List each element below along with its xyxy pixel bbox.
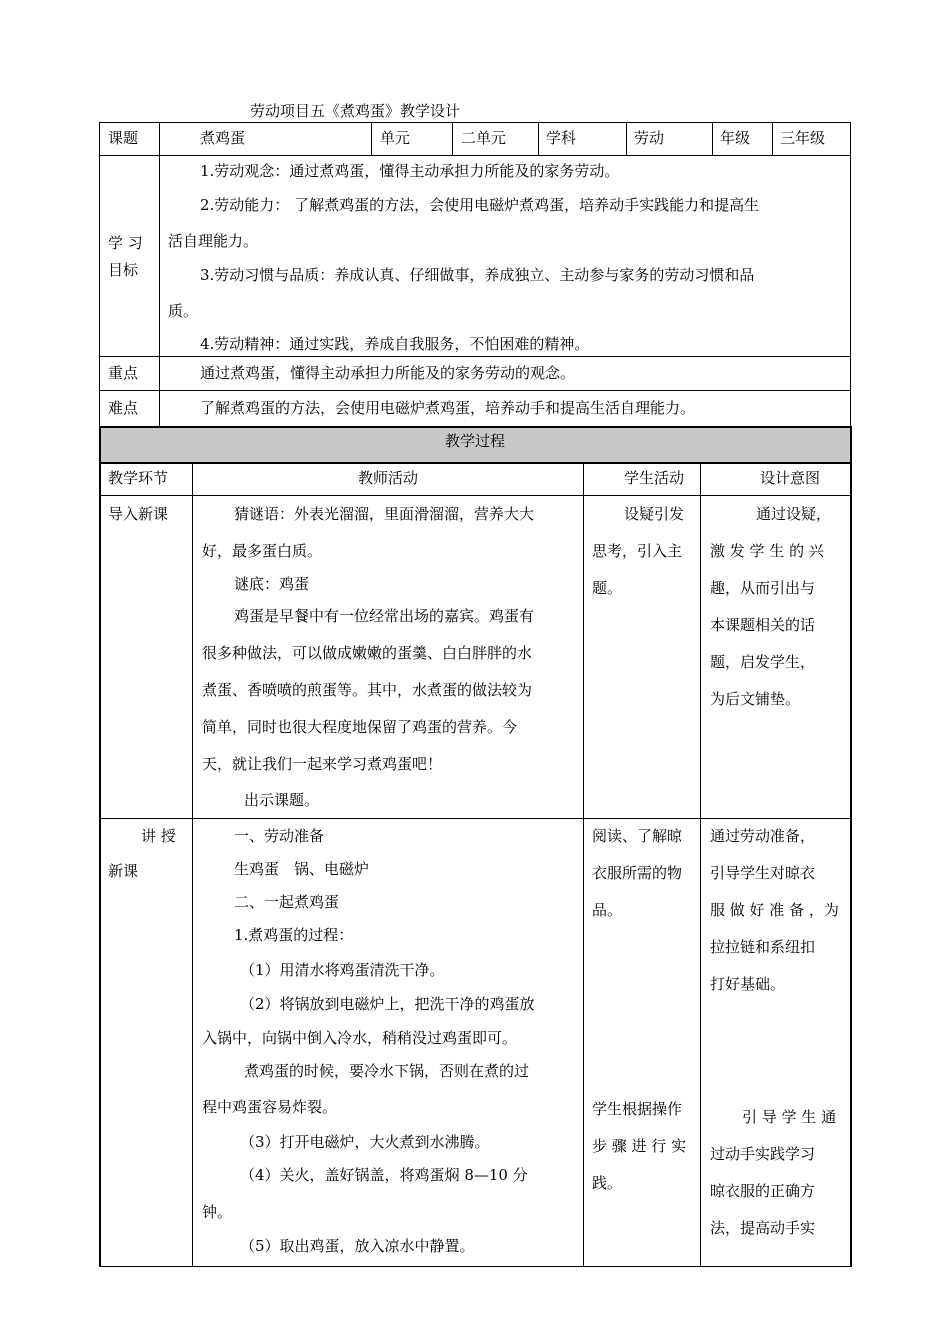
- document-title: 劳动项目五《煮鸡蛋》教学设计: [250, 102, 461, 120]
- lesson-teacher-line: （1）用清水将鸡蛋清洗干净。: [240, 961, 445, 979]
- lesson-intent-line: 拉拉链和系纽扣: [710, 938, 816, 956]
- objective-line: 4.劳动精神：通过实践，养成自我服务，不怕困难的精神。: [200, 335, 590, 353]
- label-key-point: 重点: [108, 364, 139, 382]
- process-title: 教学过程: [444, 432, 505, 450]
- lesson-intent-line: 引 导 学 生 通: [742, 1108, 837, 1126]
- lesson-teacher-line: 生鸡蛋 锅、电磁炉: [234, 860, 370, 878]
- column-header-intent: 设计意图: [760, 469, 821, 487]
- lesson-intent-line: 晾衣服的正确方: [710, 1182, 816, 1200]
- intro-teacher-line: 煮蛋、香喷喷的煎蛋等。其中，水煮蛋的做法较为: [202, 681, 533, 699]
- column-header-student: 学生活动: [624, 469, 685, 487]
- column-header-teacher: 教师活动: [357, 469, 418, 487]
- objective-line: 1.劳动观念：通过煮鸡蛋，懂得主动承担力所能及的家务劳动。: [200, 162, 620, 180]
- unit-value: 二单元: [461, 129, 507, 147]
- label-unit: 单元: [380, 129, 411, 147]
- intro-teacher-line: 很多种做法，可以做成嫩嫩的蛋羹、白白胖胖的水: [202, 644, 533, 662]
- intro-teacher-line: 好，最多蛋白质。: [202, 542, 323, 560]
- lesson-teacher-line: 煮鸡蛋的时候，要冷水下锅，否则在煮的过: [244, 1062, 530, 1080]
- lesson-teacher-line: （2）将锅放到电磁炉上，把洗干净的鸡蛋放: [240, 995, 535, 1013]
- label-grade: 年级: [720, 129, 751, 147]
- lesson-teacher-line: 1.煮鸡蛋的过程：: [234, 926, 354, 944]
- lesson-student-line: 学生根据操作: [592, 1100, 683, 1118]
- intro-teacher-line: 猜谜语：外表光溜溜，里面滑溜溜，营养大大: [234, 505, 535, 523]
- topic-value: 煮鸡蛋: [200, 129, 246, 147]
- intro-teacher-line: 鸡蛋是早餐中有一位经常出场的嘉宾。鸡蛋有: [234, 607, 535, 625]
- column-header-stage: 教学环节: [108, 469, 169, 487]
- intro-intent-line: 激 发 学 生 的 兴: [710, 542, 824, 560]
- key-point-text: 通过煮鸡蛋，懂得主动承担力所能及的家务劳动的观念。: [200, 364, 576, 382]
- lesson-student-line: 品。: [592, 901, 623, 919]
- grade-value: 三年级: [780, 129, 826, 147]
- lesson-teacher-line: （3）打开电磁炉，大火煮到水沸腾。: [240, 1133, 490, 1151]
- lesson-intent-line: 过动手实践学习: [710, 1145, 816, 1163]
- subject-value: 劳动: [634, 129, 665, 147]
- lesson-intent-line: 法，提高动手实: [710, 1219, 816, 1237]
- difficulty-text: 了解煮鸡蛋的方法，会使用电磁炉煮鸡蛋，培养动手和提高生活自理能力。: [200, 399, 696, 417]
- lesson-teacher-line: （4）关火，盖好锅盖，将鸡蛋焖 8—10 分: [240, 1166, 528, 1184]
- stage-intro: 导入新课: [108, 505, 169, 523]
- lesson-teacher-line: 钟。: [202, 1203, 233, 1221]
- intro-student-line: 思考，引入主: [592, 542, 683, 560]
- intro-teacher-line: 天，就让我们一起来学习煮鸡蛋吧！: [202, 755, 443, 773]
- intro-student-line: 题。: [592, 579, 623, 597]
- intro-intent-line: 趣，从而引出与: [710, 579, 816, 597]
- lesson-teacher-line: 程中鸡蛋容易炸裂。: [202, 1098, 338, 1116]
- intro-teacher-line: 谜底：鸡蛋: [234, 575, 310, 593]
- lesson-teacher-line: 二、一起煮鸡蛋: [234, 893, 340, 911]
- lesson-teacher-line: 入锅中，向锅中倒入冷水，稍稍没过鸡蛋即可。: [202, 1029, 518, 1047]
- objective-line: 活自理能力。: [168, 232, 259, 250]
- lesson-student-line: 步 骤 进 行 实: [592, 1137, 687, 1155]
- intro-intent-line: 题，启发学生，: [710, 653, 816, 671]
- lesson-teacher-line: （5）取出鸡蛋，放入凉水中静置。: [240, 1237, 475, 1255]
- lesson-student-line: 衣服所需的物: [592, 864, 683, 882]
- intro-student-line: 设疑引发: [624, 505, 685, 523]
- stage-lesson-2: 新课: [108, 862, 139, 880]
- objective-line: 2.劳动能力： 了解煮鸡蛋的方法，会使用电磁炉煮鸡蛋，培养动手实践能力和提高生: [200, 196, 760, 214]
- label-objectives-1: 学 习: [108, 234, 143, 252]
- intro-teacher-line: 出示课题。: [244, 791, 320, 809]
- label-subject: 学科: [546, 129, 577, 147]
- objective-line: 质。: [168, 302, 199, 320]
- label-difficulty: 难点: [108, 399, 139, 417]
- label-topic: 课题: [108, 129, 139, 147]
- lesson-student-line: 践。: [592, 1174, 623, 1192]
- lesson-intent-line: 通过劳动准备，: [710, 827, 816, 845]
- lesson-intent-line: 引导学生对晾衣: [710, 864, 816, 882]
- label-objectives-2: 目标: [108, 261, 139, 279]
- objective-line: 3.劳动习惯与品质：养成认真、仔细做事，养成独立、主动参与家务的劳动习惯和品: [200, 266, 755, 284]
- intro-teacher-line: 简单，同时也很大程度地保留了鸡蛋的营养。今: [202, 718, 518, 736]
- intro-intent-line: 为后文铺垫。: [710, 690, 801, 708]
- intro-intent-line: 本课题相关的话: [710, 616, 816, 634]
- lesson-teacher-line: 一、劳动准备: [234, 827, 325, 845]
- lesson-intent-line: 打好基础。: [710, 975, 786, 993]
- intro-intent-line: 通过设疑，: [756, 505, 832, 523]
- lesson-intent-line: 服 做 好 准 备 ，为: [710, 901, 839, 919]
- lesson-student-line: 阅读、了解晾: [592, 827, 683, 845]
- stage-lesson-1: 讲 授: [141, 827, 176, 845]
